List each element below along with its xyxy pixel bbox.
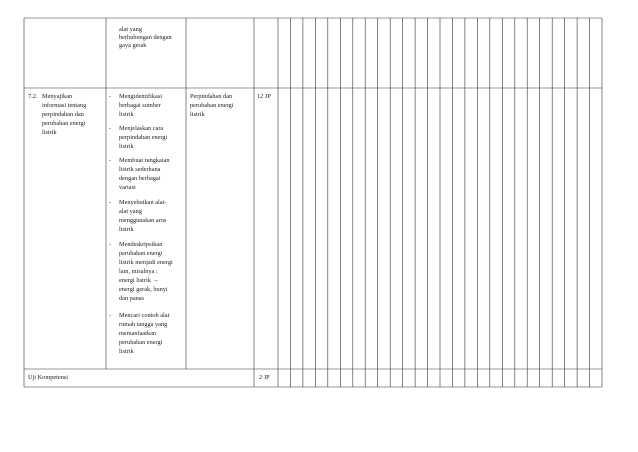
continued-line: gaya gerak: [119, 42, 147, 49]
indicator-line: Membuat rangkaian: [119, 157, 170, 164]
continued-line: berhubungan dengan: [119, 34, 172, 41]
materi-line: Perpindahan dan: [190, 93, 233, 100]
indicator-line: listrik: [119, 226, 134, 233]
uji-kompetensi-time: 2 JP: [259, 374, 270, 381]
indicator-line: dengan berbagai: [119, 175, 161, 182]
indicator-line: rumah tangga yang: [119, 321, 168, 328]
competency-number: 7.2.: [28, 93, 38, 100]
time-allocation: 12 JP: [257, 93, 271, 100]
indicator-line: variasi: [119, 184, 136, 191]
indicator-line: alat yang: [119, 208, 142, 215]
indicator-line: berbagai sumber: [119, 102, 161, 109]
bullet-dash: -: [109, 157, 112, 164]
indicator-line: listrik sederhana: [119, 166, 161, 173]
indicator-line: perubahan energi: [119, 339, 163, 346]
indicator-line: dan panas: [119, 295, 145, 302]
competency-line: perubahan energi: [42, 120, 86, 127]
competency-line: perpindahan dan: [42, 111, 84, 118]
bullet-dash: -: [109, 93, 112, 100]
indicator-line: energi gerak, bunyi: [119, 286, 168, 293]
indicator-line: Mengidentifikasi: [119, 93, 163, 100]
indicator-line: menggunakan arus: [119, 217, 167, 224]
indicator-line: Mendeskripsikan: [119, 241, 163, 248]
indicator-line: perpindahan energi: [119, 134, 168, 141]
bullet-dash: -: [109, 312, 112, 319]
indicator-line: perubahan energi: [119, 250, 163, 257]
competency-line: listrik: [42, 129, 57, 136]
bullet-dash: -: [109, 125, 112, 132]
indicator-line: Mencari contoh alat: [119, 312, 170, 319]
indicator-line: Menyebutkan alat-: [119, 199, 167, 206]
indicator-line: listrik: [119, 111, 134, 118]
indicator-line: energi listrik →: [119, 277, 159, 284]
uji-kompetensi-label: Uji Kompetensi: [28, 374, 69, 381]
indicator-line: lain, misalnya :: [119, 268, 158, 275]
materi-line: listrik: [190, 111, 205, 118]
competency-line: Menyajikan: [42, 93, 73, 100]
bullet-dash: -: [109, 199, 112, 206]
materi-line: perubahan energi: [190, 102, 234, 109]
indicator-line: memanfaatkan: [119, 330, 157, 337]
indicator-line: Menjelaskan cara: [119, 125, 164, 132]
indicator-line: listrik: [119, 143, 134, 150]
indicator-line: listrik menjadi energi: [119, 259, 173, 266]
bullet-dash: -: [109, 241, 112, 248]
indicator-line: listrik: [119, 348, 134, 355]
continued-line: alat yang: [119, 26, 142, 33]
competency-line: informasi tentang: [42, 102, 87, 109]
